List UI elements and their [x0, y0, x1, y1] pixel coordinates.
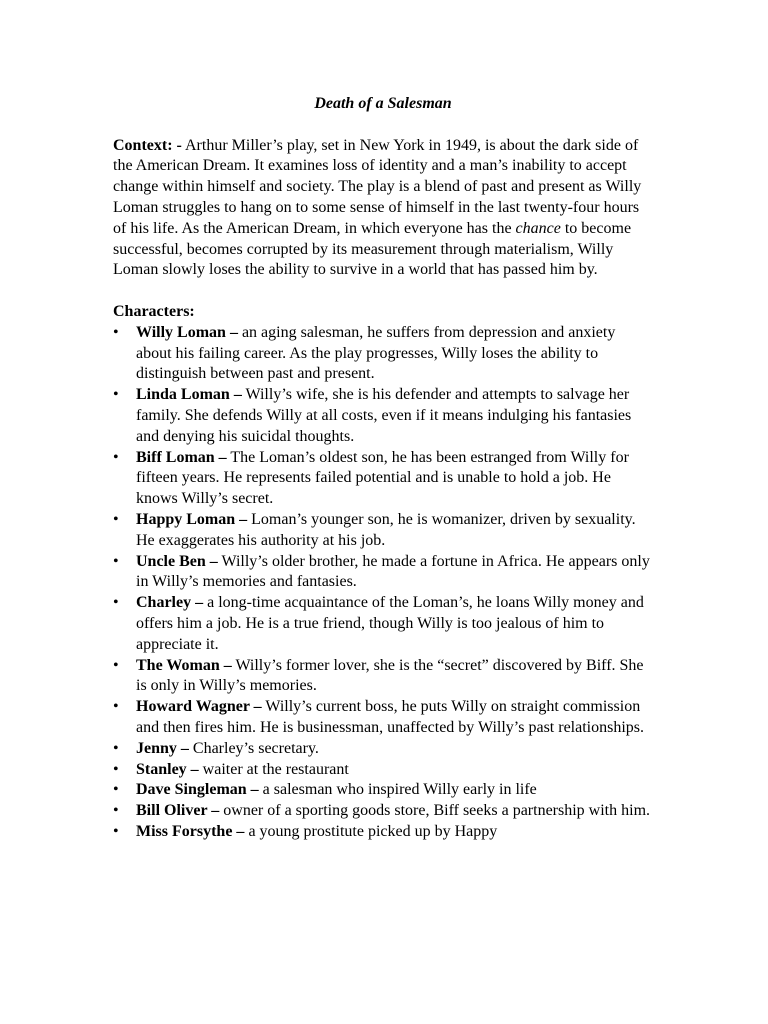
character-item — [113, 385, 653, 447]
bullet-icon: • — [113, 822, 119, 840]
character-desc: Willy’s former lover, she is the “secret” discovered by Biff. She is only in Willy’s memories. — [136, 656, 644, 695]
bullet-icon: • — [113, 448, 119, 466]
character-desc: waiter at the restaurant — [198, 760, 349, 778]
character-name: Happy Loman – — [136, 510, 248, 528]
character-item — [113, 323, 653, 385]
bullet-icon: • — [113, 386, 119, 404]
context-text-1: Arthur Miller’s play, set in New York in 1949, is about the dark side of the American Dream. It examines loss of identity and a man’s inability to accept change within himself and society. The play is a blend of past and present as Willy Loman struggles to hang on to some sense of himself in the last twenty-four hours of his life. As the American Dream, in which everyone has the — [113, 136, 642, 237]
character-desc: an aging salesman, he suffers from depression and anxiety about his failing career. As the play progresses, Willy loses the ability to distinguish between past and present. — [136, 323, 616, 383]
character-name: Bill Oliver – — [136, 802, 220, 820]
character-desc: Charley’s secretary. — [188, 739, 319, 757]
character-desc: The Loman’s oldest son, he has been estranged from Willy for fifteen years. He represents failed potential and is unable to hold a job. He knows Willy’s secret. — [136, 448, 629, 508]
character-name: Jenny – — [136, 739, 189, 757]
character-item — [113, 780, 653, 801]
character-item — [113, 801, 653, 822]
character-name: Linda Loman – — [136, 386, 242, 404]
character-item — [113, 739, 653, 760]
bullet-icon: • — [113, 656, 119, 674]
context-text-2: to become successful, becomes corrupted by its measurement through materialism, Willy Loman slowly loses the ability to survive in a world that has passed him by. — [113, 219, 632, 279]
bullet-icon: • — [113, 739, 119, 757]
bullet-icon: • — [113, 802, 119, 820]
context-paragraph — [113, 136, 653, 282]
character-name: Charley – — [136, 594, 204, 612]
bullet-icon: • — [113, 698, 119, 716]
character-name: Stanley – — [136, 760, 199, 778]
character-desc: a salesman who inspired Willy early in life — [258, 781, 537, 799]
bullet-icon: • — [113, 594, 119, 612]
character-name: Willy Loman – — [136, 323, 238, 341]
document-title: Death of a Salesman — [314, 95, 452, 112]
character-name: Dave Singleman – — [136, 781, 259, 799]
character-name: Howard Wagner – — [136, 698, 262, 716]
character-item — [113, 656, 653, 698]
context-italic-word: chance — [515, 219, 561, 237]
character-desc: Willy’s wife, she is his defender and attempts to salvage her family. She defends Willy at all costs, even if it means indulging his fantasies and denying his suicidal thoughts. — [136, 386, 632, 445]
character-item — [113, 448, 653, 510]
character-name: Uncle Ben – — [136, 552, 218, 570]
character-desc: Willy’s current boss, he puts Willy on straight commission and then fires him. He is businessman, unaffected by Willy’s past relationships. — [136, 698, 645, 736]
character-desc: Willy’s older brother, he made a fortune in Africa. He appears only in Willy’s memories and fantasies. — [136, 552, 650, 591]
characters-list — [113, 323, 653, 843]
character-item — [113, 822, 653, 843]
character-item — [113, 593, 653, 655]
context-label: Context: - — [113, 136, 182, 154]
character-desc: a long-time acquaintance of the Loman’s, he loans Willy money and offers him a job. He is a true friend, though Willy is too jealous of him to appreciate it. — [136, 594, 644, 653]
character-name: The Woman – — [136, 656, 232, 674]
bullet-icon: • — [113, 760, 119, 778]
character-desc: a young prostitute picked up by Happy — [244, 822, 498, 840]
bullet-icon: • — [113, 552, 119, 570]
document-page — [113, 94, 653, 843]
character-desc: Loman’s younger son, he is womanizer, driven by sexuality. He exaggerates his authority at his job. — [136, 510, 636, 549]
characters-heading: Characters: — [113, 302, 195, 320]
character-item — [113, 697, 653, 739]
bullet-icon: • — [113, 323, 119, 341]
character-item — [113, 510, 653, 552]
character-desc: owner of a sporting goods store, Biff seeks a partnership with him. — [219, 802, 651, 820]
character-item — [113, 552, 653, 594]
bullet-icon: • — [113, 781, 119, 799]
character-item — [113, 760, 653, 781]
character-name: Miss Forsythe – — [136, 822, 245, 840]
bullet-icon: • — [113, 510, 119, 528]
character-name: Biff Loman – — [136, 448, 227, 466]
